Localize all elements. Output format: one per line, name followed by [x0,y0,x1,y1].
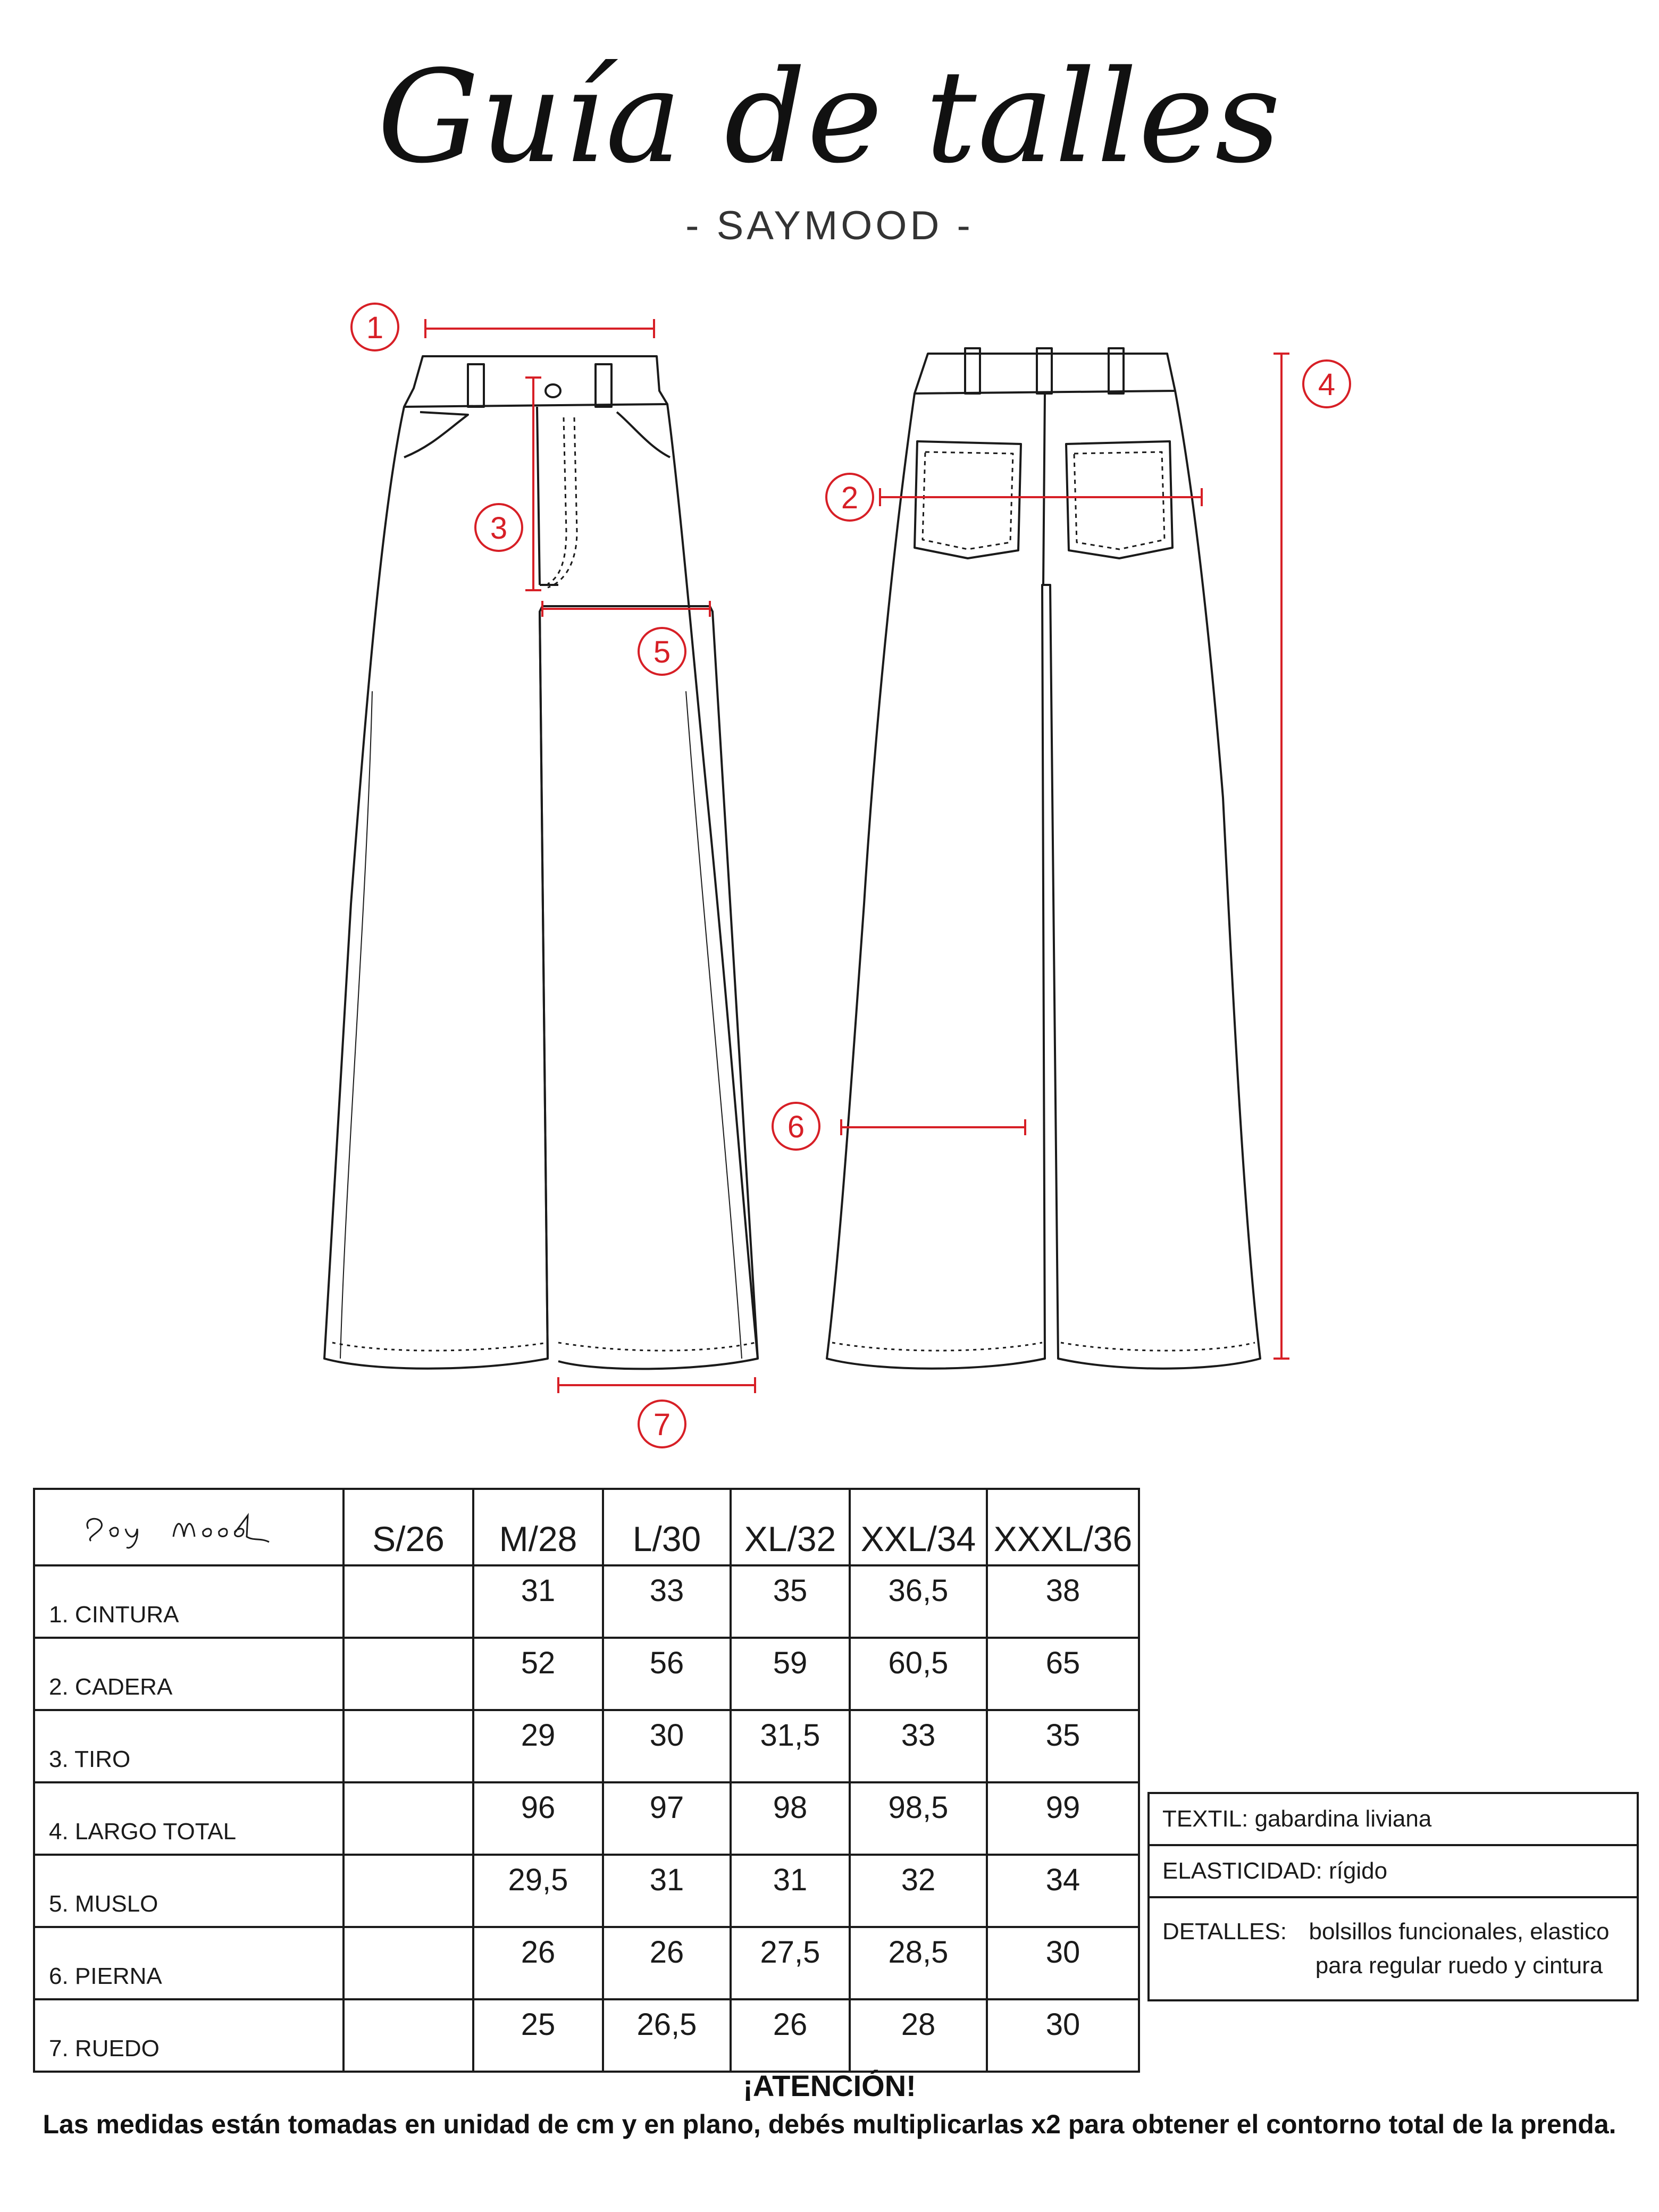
table-cell: 28 [850,1999,987,2072]
table-cell: 38 [987,1565,1139,1638]
table-cell: 26 [603,1927,731,1999]
callout-2 [826,474,873,521]
table-cell: 32 [850,1855,987,1927]
detalles-label: DETALLES: [1162,1918,1287,1945]
size-table [33,1488,1140,2073]
detalles-row [1149,1897,1638,2000]
table-cell: 98,5 [850,1782,987,1855]
detalles-line-2: para regular ruedo y cintura [1315,1953,1603,1979]
table-cell: 33 [850,1710,987,1782]
row-label: 5. MUSLO [34,1855,343,1927]
row-label: 7. RUEDO [34,1999,343,2072]
callout-1 [351,304,398,350]
table-cell [343,1999,473,2072]
table-cell: 26 [473,1927,603,1999]
front-view-pants [324,356,758,1369]
measure-line-7 [558,1377,755,1393]
table-cell [343,1638,473,1710]
callout-5 [639,628,685,675]
table-cell: 30 [987,1999,1139,2072]
row-label: 6. PIERNA [34,1927,343,1999]
table-cell [343,1927,473,1999]
textil-value: gabardina liviana [1254,1806,1432,1832]
table-cell: 26,5 [603,1999,731,2072]
table-row-cadera [34,1638,1139,1710]
size-header-xl32: XL/32 [731,1489,850,1565]
table-row-pierna [34,1927,1139,1999]
callout-4 [1303,361,1350,407]
size-header-s26: S/26 [343,1489,473,1565]
detalles-line-1: bolsillos funcionales, elastico [1309,1918,1610,1945]
brand-subtitle: - SAYMOOD - [685,203,974,248]
svg-text:2: 2 [841,481,859,515]
svg-text:3: 3 [490,511,508,546]
elasticidad-label: ELASTICIDAD: [1162,1858,1322,1884]
table-cell [343,1710,473,1782]
table-row-largo-total [34,1782,1139,1855]
back-view-pants [827,348,1260,1369]
table-cell [343,1782,473,1855]
svg-text:6: 6 [787,1110,805,1144]
table-cell [343,1565,473,1638]
measure-line-2 [880,488,1202,506]
table-cell: 29 [473,1710,603,1782]
table-cell [343,1855,473,1927]
row-label: 4. LARGO TOTAL [34,1782,343,1855]
fabric-info-table [1147,1792,1639,2001]
measure-line-6 [841,1119,1025,1135]
table-row-ruedo [34,1999,1139,2072]
table-cell: 98 [731,1782,850,1855]
saymood-logo [78,1499,290,1553]
svg-text:7: 7 [653,1407,671,1442]
svg-text:4: 4 [1318,367,1336,402]
textil-label: TEXTIL: [1162,1806,1249,1832]
table-cell: 31 [473,1565,603,1638]
table-cell: 35 [731,1565,850,1638]
notice-title: ¡ATENCIÓN! [743,2069,916,2102]
table-cell: 30 [987,1927,1139,1999]
table-cell: 97 [603,1782,731,1855]
size-header-xxl34: XXL/34 [850,1489,987,1565]
table-cell: 35 [987,1710,1139,1782]
table-cell: 25 [473,1999,603,2072]
table-row-tiro [34,1710,1139,1782]
notice-text: Las medidas están tomadas en unidad de cm y en plano, debés multiplicarlas x2 para obtener el contorno total de la prenda. [43,2109,1616,2139]
table-cell: 31 [731,1855,850,1927]
row-label: 3. TIRO [34,1710,343,1782]
svg-text:1: 1 [366,311,384,345]
size-header-l30: L/30 [603,1489,731,1565]
table-cell: 29,5 [473,1855,603,1927]
size-header-m28: M/28 [473,1489,603,1565]
table-cell: 65 [987,1638,1139,1710]
table-cell: 33 [603,1565,731,1638]
table-cell: 27,5 [731,1927,850,1999]
elasticidad-value: rígido [1328,1858,1388,1884]
table-cell: 52 [473,1638,603,1710]
table-cell: 31 [603,1855,731,1927]
measure-line-1 [425,319,654,338]
elasticidad-row [1149,1845,1638,1897]
measure-line-5 [542,601,710,617]
callout-6 [773,1103,819,1150]
table-cell: 99 [987,1782,1139,1855]
table-cell: 34 [987,1855,1139,1927]
table-cell: 96 [473,1782,603,1855]
brand-logo-cell [34,1489,343,1565]
table-cell: 60,5 [850,1638,987,1710]
table-cell: 56 [603,1638,731,1710]
table-cell: 28,5 [850,1927,987,1999]
table-row-cintura [34,1565,1139,1638]
table-row-muslo [34,1855,1139,1927]
table-cell: 36,5 [850,1565,987,1638]
table-cell: 26 [731,1999,850,2072]
size-header-row [34,1489,1139,1565]
row-label: 1. CINTURA [34,1565,343,1638]
table-cell: 31,5 [731,1710,850,1782]
callout-3 [475,504,522,551]
table-cell: 30 [603,1710,731,1782]
row-label: 2. CADERA [34,1638,343,1710]
page-title: Guía de talles [377,43,1282,191]
measure-line-4 [1273,354,1289,1359]
callout-7 [639,1401,685,1447]
size-header-xxxl36: XXXL/36 [987,1489,1139,1565]
svg-text:5: 5 [653,635,671,669]
textil-row [1149,1793,1638,1845]
table-cell: 59 [731,1638,850,1710]
